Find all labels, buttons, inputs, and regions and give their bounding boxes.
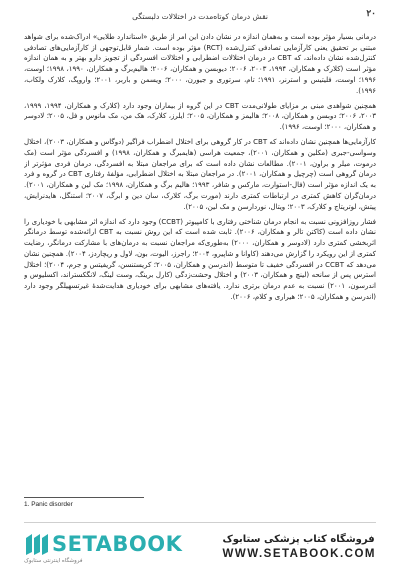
store-name: فروشگاه کتاب پزشکی ستابوک [222, 534, 375, 545]
paragraph: همچنین شواهدی مبنی بر مزایای طولانی‌مدت CBT در این گروه از بیماران وجود دارد (کلارک و همکاران، ۱۹۹۴، ۱۹۹۹، ۲۰۰۳، ۲۰۰۶؛ دوبسن و همکاران، ۲۰۰۸؛ هالیمز و همکاران، ۲۰۰۵؛ ایلرز، کلارک، هک من، مک مانوس و فل، ۲۰۰۵؛ لادوسر و همکاران، ۲۰۰۰؛ اوست، ۱۹۹۶). [24, 101, 376, 132]
paragraph: فشار روزافزونی نسبت به انجام درمان شناختی رفتاری با کامپیوتر (CCBT) وجود دارد که اندازه اثر مشابهی با خودیاری را نشان داده است (کاکتن تالر و همکاران، ۲۰۰۶). ثابت شده است که این روش نسبت به CBT ارائه‌شده توسط درمانگر اثربخشی کمتری دارد (لادوسر و همکاران، ۲۰۰۰) به‌طوری‌که مراجعان نسبت به درمان‌های با مشارکت درمانگر، رضایت کمتری از این رویکرد را گزارش می‌دهند (کاوانا و شاپیرو، ۲۰۰۴؛ راجرز، الیوت، بون، لاول و ریچاردز، ۲۰۰۴). همچنین نشان می‌دهد که CCBT در افسردگی خفیف تا متوسط (اندرسن و همکاران، ۲۰۰۵؛ کریستنسن، گریفیتس و جرم، ۲۰۰۴)؛ اختلال استرس پس از سانحه (لینچ و همکاران، ۲۰۰۳) و اختلال وحشت‌زدگی (کارل برینگ، وست لینگ، لانگکستراند، اکسلیوس و اندرسون، ۲۰۰۱) نسبت به عدم درمان برتری ندارد. یافته‌های مشابهی برای خودیاری هدایت‌شدهٔ غیرتسهیلگر وجود دارد (اندرسن و همکاران، ۲۰۰۵؛ هیراری و کلام، ۲۰۰۶). [24, 217, 376, 301]
book-stack-icon [24, 532, 52, 556]
logo-mark [24, 531, 186, 557]
logo-tagline: فروشگاه اینترنتی ستابوک [24, 557, 83, 564]
running-title: نقش درمان کوتاه‌مدت در اختلالات دلبستگی [132, 11, 268, 21]
logo-wordmark: SETABOOK [52, 531, 183, 556]
paragraph: کارآزمایی‌ها همچنین نشان داده‌اند که CBT در کار گروهی برای اختلال اضطراب فراگیر (دوگاس و همکاران، ۲۰۰۳)، اختلال وسواسی-جبری (مکلین و همکاران، ۲۰۰۱)، جمعیت هراسی (هایمبرگ و همکاران، ۱۹۹۸) و افسردگی مؤثر است (مک درموت، میلر و براون، ۲۰۰۱). مطالعات نشان داده است که برای مراجعان مبتلا به افسردگی، درمان فردی مؤثرتر از درمان گروهی است (چرچیل و همکاران، ۲۰۰۱). در مراجعان مبتلا به اختلال اضطرابی، مؤلفهٔ رفتاری CBT در گروه و فرد به یک اندازه مؤثر است (فال-استوارت، مارکس و شافر، ۱۹۹۳؛ هالیم برگ و همکاران، ۱۹۹۸؛ مک لین و همکاران، ۲۰۰۱). درمان‌گران کاهش کمتری در ارتباطات کمتری دارند (مورت برگ، کلارک، سان دین و ابرگ، ۲۰۰۷؛ استنگل، هایدنرایش، پیتش، لوتریتاج و کلارک، ۲۰۰۳؛ ویتال، نوردارسن و مک لین، ۲۰۰۵). [24, 138, 376, 211]
store-url-link[interactable]: WWW.SETABOOK.COM [222, 548, 376, 560]
store-info [223, 534, 376, 560]
paragraph: درمانی بسیار مؤثر بوده است و به‌همان اندازه در نشان دادن این امر از طریق «استاندارد طلایی» ادراک‌شده برای شواهد مبتنی بر تحقیق یعنی کارآزمایی تصادفی کنترل‌شده (RCT) مؤثر بوده است. شمار قابل‌توجهی از کارآزمایی‌های تصادفی کنترل‌شده نشان داده‌اند، که CBT در درمان اختلالات اضطرابی و اختلالات افسردگی از تجویز دارو بهتر و به همان اندازه مؤثر است (کلارک و همکاران، ۱۹۹۴، ۲۰۰۳، ۲۰۰۶؛ دیوبسن و همکاران، ۲۰۰۶؛ هالیم‌برگ و همکاران، ۱۹۹۰، ۱۹۹۸؛ اوست، ۱۹۹۶؛ اوست، فلیتیس و استرنر، ۱۹۹۱؛ تام، سرتوری و جیورن، ۲۰۰۰؛ ویسمن و باربر، ۲۰۰۱؛ واروپگ، کلارک ولکاب، ۱۹۹۶). [24, 33, 376, 95]
page-header [24, 8, 376, 24]
footer-divider [24, 522, 376, 523]
setabook-logo[interactable] [24, 531, 184, 564]
footnote: 1. Panic disorder [24, 501, 73, 508]
page-number: ۲۰ [366, 9, 376, 19]
body-text [24, 32, 376, 464]
footer [24, 525, 376, 569]
footnote-divider [24, 497, 144, 498]
